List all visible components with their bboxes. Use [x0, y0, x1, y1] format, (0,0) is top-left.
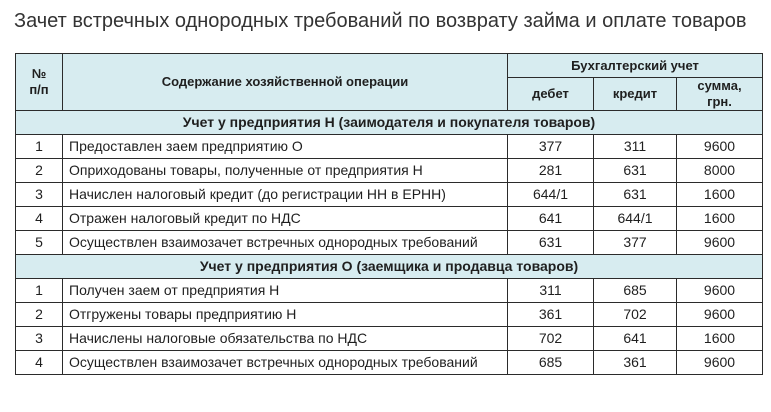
row-amount: 1600 [677, 327, 763, 351]
section-header [16, 255, 763, 279]
row-debit: 377 [508, 135, 594, 159]
row-num: 4 [16, 207, 63, 231]
row-content: Осуществлен взаимозачет встречных однородных требований [63, 351, 508, 375]
row-credit: 641 [594, 327, 677, 351]
row-amount: 8000 [677, 159, 763, 183]
row-credit: 631 [594, 183, 677, 207]
header-credit: кредит [594, 78, 677, 111]
row-num: 5 [16, 231, 63, 255]
table-row [16, 351, 763, 375]
table-row [16, 327, 763, 351]
section-title: Учет у предприятия О (заемщика и продавца товаров) [16, 255, 763, 279]
header-debit: дебет [508, 78, 594, 111]
table-row [16, 279, 763, 303]
row-num: 2 [16, 159, 63, 183]
row-amount: 9600 [677, 231, 763, 255]
row-amount: 9600 [677, 279, 763, 303]
row-debit: 702 [508, 327, 594, 351]
row-credit: 377 [594, 231, 677, 255]
table-row [16, 159, 763, 183]
row-credit: 631 [594, 159, 677, 183]
row-credit: 311 [594, 135, 677, 159]
row-num: 1 [16, 279, 63, 303]
row-content: Начислены налоговые обязательства по НДС [63, 327, 508, 351]
row-debit: 361 [508, 303, 594, 327]
row-content: Оприходованы товары, полученные от предприятия Н [63, 159, 508, 183]
operations-table [15, 53, 763, 375]
table-row [16, 135, 763, 159]
table-row [16, 231, 763, 255]
row-content: Получен заем от предприятия Н [63, 279, 508, 303]
header-amount: сумма, грн. [677, 78, 763, 111]
row-debit: 644/1 [508, 183, 594, 207]
section-title: Учет у предприятия Н (заимодателя и покупателя товаров) [16, 111, 763, 135]
row-content: Отгружены товары предприятию Н [63, 303, 508, 327]
row-amount: 9600 [677, 351, 763, 375]
header-accounting: Бухгалтерский учет [508, 54, 763, 78]
row-debit: 281 [508, 159, 594, 183]
header-content: Содержание хозяйственной операции [63, 54, 508, 111]
row-debit: 685 [508, 351, 594, 375]
page-title: Зачет встречных однородных требований по возврату займа и оплате товаров [14, 10, 747, 32]
row-credit: 702 [594, 303, 677, 327]
row-content: Отражен налоговый кредит по НДС [63, 207, 508, 231]
row-amount: 1600 [677, 183, 763, 207]
row-num: 3 [16, 327, 63, 351]
row-content: Осуществлен взаимозачет встречных однородных требований [63, 231, 508, 255]
table-row [16, 183, 763, 207]
row-num: 1 [16, 135, 63, 159]
row-debit: 641 [508, 207, 594, 231]
row-credit: 644/1 [594, 207, 677, 231]
table-row [16, 207, 763, 231]
row-content: Предоставлен заем предприятию О [63, 135, 508, 159]
header-num: № п/п [16, 54, 63, 111]
row-debit: 631 [508, 231, 594, 255]
row-amount: 9600 [677, 135, 763, 159]
table-row [16, 303, 763, 327]
row-num: 4 [16, 351, 63, 375]
row-credit: 361 [594, 351, 677, 375]
row-debit: 311 [508, 279, 594, 303]
row-content: Начислен налоговый кредит (до регистрации НН в ЕРНН) [63, 183, 508, 207]
row-num: 2 [16, 303, 63, 327]
row-amount: 1600 [677, 207, 763, 231]
row-amount: 9600 [677, 303, 763, 327]
section-header [16, 111, 763, 135]
row-credit: 685 [594, 279, 677, 303]
row-num: 3 [16, 183, 63, 207]
